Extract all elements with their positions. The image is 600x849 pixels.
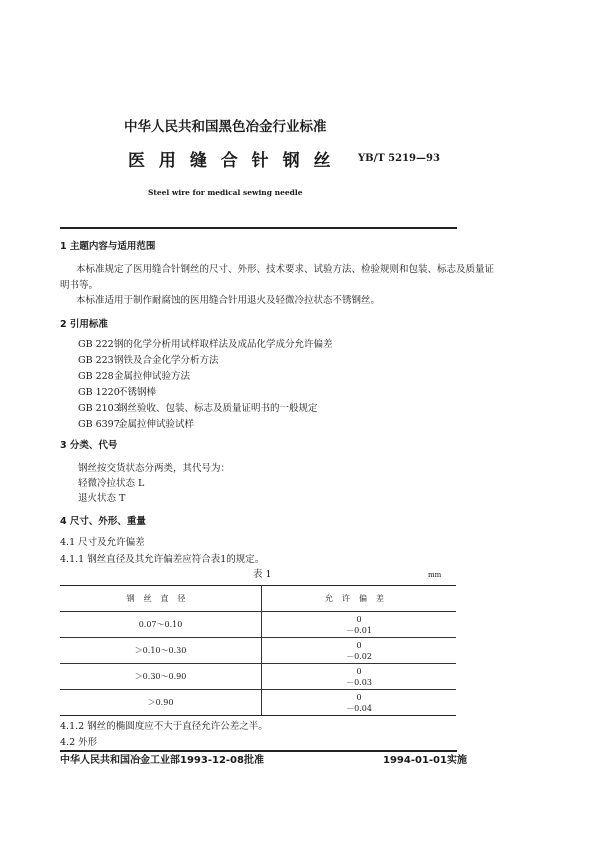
lower-tolerance: －0.03 <box>346 677 372 687</box>
lower-tolerance: －0.02 <box>346 651 372 661</box>
table-caption: 表 1 <box>253 569 272 580</box>
reference-title: 钢丝验收、包装、标志及质量证明书的一般规定 <box>118 403 318 414</box>
section-1-para2: 本标准适用于制作耐腐蚀的医用缝合针用退火及轻微冷拉状态不锈钢丝。 <box>76 295 381 306</box>
section-4-1-1: 4.1.1 钢丝直径及其允许偏差应符合表1的规定。 <box>60 554 265 565</box>
upper-tolerance: 0 <box>356 640 362 650</box>
diameter-cell: ＞0.30～0.90 <box>60 664 262 690</box>
english-title: Steel wire for medical sewing needle <box>148 188 303 197</box>
tolerance-cell <box>262 612 457 638</box>
section-3-intro: 钢丝按交货状态分两类，其代号为： <box>78 463 231 474</box>
header-divider <box>60 227 457 229</box>
table-row <box>60 612 456 638</box>
upper-tolerance: 0 <box>356 614 362 624</box>
footer-divider <box>60 750 457 752</box>
diameter-cell: 0.07～0.10 <box>60 612 262 638</box>
tolerance-cell <box>262 638 457 664</box>
reference-code: GB 222 <box>78 339 114 350</box>
reference-code: GB 228 <box>78 371 114 382</box>
section-3-heading: 3 分类、代号 <box>60 440 118 451</box>
tolerance-cell <box>262 664 457 690</box>
section-4-heading: 4 尺寸、外形、重量 <box>60 516 146 527</box>
section-4-1: 4.1 尺寸及允许偏差 <box>60 537 145 548</box>
table-header-row <box>60 586 456 612</box>
table-1 <box>60 585 456 716</box>
section-4-1-2: 4.1.2 钢丝的椭圆度应不大于直径允许公差之半。 <box>60 721 268 732</box>
section-1-para1: 本标准规定了医用缝合针钢丝的尺寸、外形、技术要求、试验方法、检验规则和包装、标志及质量证 <box>76 264 495 275</box>
table-row <box>60 638 456 664</box>
lower-tolerance: －0.04 <box>346 703 372 713</box>
tolerance-cell <box>262 690 457 716</box>
reference-title: 金属拉伸试验试样 <box>118 419 195 430</box>
org-title: 中华人民共和国黑色冶金行业标准 <box>124 119 327 135</box>
effective-date: 1994-01-01实施 <box>383 755 467 766</box>
section-1-para1-cont: 明书等。 <box>60 280 99 291</box>
table-unit: mm <box>428 571 442 579</box>
reference-title: 钢铁及合金化学分析方法 <box>114 355 219 366</box>
header-diameter: 钢丝直径 <box>60 586 262 612</box>
upper-tolerance: 0 <box>356 666 362 676</box>
approval-date: 中华人民共和国冶金工业部1993-12-08批准 <box>60 755 264 766</box>
reference-code: GB 6397 <box>78 419 120 430</box>
table-row <box>60 690 456 716</box>
doc-title: 医 用 缝 合 针 钢 丝 <box>128 151 335 171</box>
header-tolerance: 允许偏差 <box>262 586 457 612</box>
reference-title: 钢的化学分析用试样取样法及成品化学成分允许偏差 <box>114 339 333 350</box>
diameter-cell: ＞0.90 <box>60 690 262 716</box>
section-4-2: 4.2 外形 <box>60 737 98 748</box>
diameter-cell: ＞0.10～0.30 <box>60 638 262 664</box>
reference-code: GB 223 <box>78 355 114 366</box>
section-3-item: 退火状态 T <box>78 493 126 504</box>
section-2-heading: 2 引用标准 <box>60 319 108 330</box>
reference-code: GB 1220 <box>78 387 120 398</box>
upper-tolerance: 0 <box>356 692 362 702</box>
section-1-heading: 1 主题内容与适用范围 <box>60 241 156 252</box>
reference-title: 金属拉伸试验方法 <box>114 371 191 382</box>
section-3-item: 轻微冷拉状态 L <box>78 478 145 489</box>
standard-code: YB/T 5219—93 <box>358 153 440 164</box>
lower-tolerance: －0.01 <box>346 625 372 635</box>
reference-title: 不锈钢棒 <box>118 387 157 398</box>
reference-code: GB 2103 <box>78 403 120 414</box>
table-row <box>60 664 456 690</box>
